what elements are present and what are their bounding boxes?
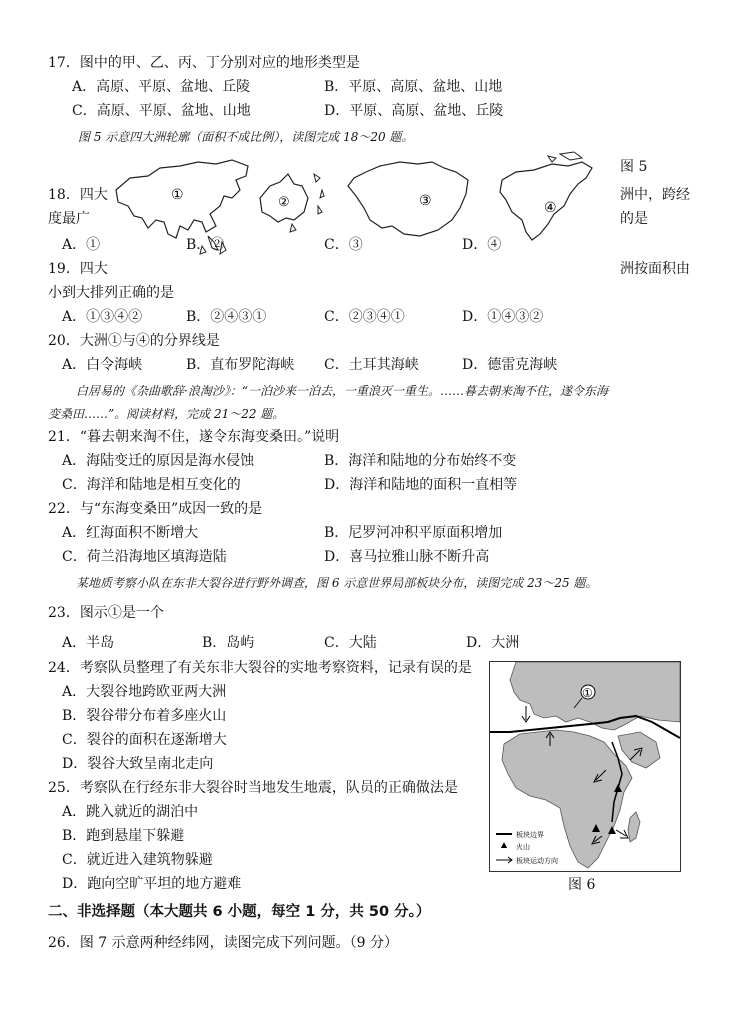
q23-option-c: C．大陆: [324, 635, 377, 651]
q25-option-b: B．跑到悬崖下躲避: [62, 828, 185, 844]
q25-stem: 25．考察队在行经东非大裂谷时当地发生地震，队员的正确做法是: [48, 780, 458, 796]
legend-volcano-icon: [501, 842, 507, 848]
q20-option-d: D．德雷克海峡: [462, 357, 558, 373]
legend-volcano: 火山: [516, 843, 530, 851]
continent-4-marker: ④: [544, 200, 557, 216]
figure-6-plate-map: [489, 661, 681, 872]
q25-option-d: D．跑向空旷平坦的地方避难: [62, 876, 242, 892]
q21-option-d: D．海洋和陆地的面积一直相等: [324, 477, 518, 493]
q17-option-a: A．高原、平原、盆地、丘陵: [72, 79, 251, 95]
q26-stem: 26．图 7 示意两种经纬网，读图完成下列问题。（9 分）: [48, 935, 398, 951]
q20-option-b: B．直布罗陀海峡: [186, 357, 295, 373]
q24-stem: 24．考察队员整理了有关东非大裂谷的实地考察资料，记录有误的是: [48, 660, 472, 676]
q18-option-a: A．①: [62, 237, 101, 253]
q17-option-b: B．平原、高原、盆地、山地: [324, 79, 503, 95]
q19-line2: 小到大排列正确的是: [48, 285, 174, 301]
q22-option-c: C．荷兰沿海地区填海造陆: [62, 549, 227, 565]
q25-option-c: C．就近进入建筑物躲避: [62, 852, 213, 868]
q20-stem: 20．大洲①与④的分界线是: [48, 333, 220, 349]
q25-option-a: A．跳入就近的湖泊中: [62, 804, 199, 820]
q17-option-c: C．高原、平原、盆地、山地: [72, 103, 251, 119]
q22-option-d: D．喜马拉雅山脉不断升高: [324, 549, 490, 565]
q18-line2-start: 度最广: [48, 211, 90, 227]
fig6-marker-1: ①: [582, 686, 593, 700]
q24-option-c: C．裂谷的面积在逐渐增大: [62, 732, 227, 748]
q20-option-c: C．土耳其海峡: [324, 357, 419, 373]
q20-option-a: A．白令海峡: [62, 357, 143, 373]
q23-option-a: A．半岛: [62, 635, 115, 651]
q23-option-b: B．岛屿: [202, 635, 255, 651]
q22-option-b: B．尼罗河冲积平原面积增加: [324, 525, 503, 541]
fig6-intro: 某地质考察小队在东非大裂谷进行野外调查，图 6 示意世界局部板块分布，读图完成 23～25 题。: [76, 576, 598, 590]
q18-option-b: B．②: [186, 237, 225, 253]
poem-intro-line2: 变桑田……”。阅读材料，完成 21～22 题。: [48, 407, 285, 421]
q18-option-c: C．③: [324, 237, 363, 253]
q22-stem: 22．与“东海变桑田”成因一致的是: [48, 501, 263, 517]
q19-option-c: C．②③④①: [324, 309, 405, 325]
poem-intro-line1: 白居易的《杂曲歌辞·浪淘沙》：“一泊沙来一泊去，一重浪灭一重生。……暮去朝来淘不住，遂令东海: [76, 384, 608, 398]
eurasia-land: [510, 662, 680, 730]
q21-option-b: B．海洋和陆地的分布始终不变: [324, 453, 517, 469]
continent-3-marker: ③: [419, 193, 432, 209]
fig5-caption: 图 5: [620, 159, 648, 175]
q18-stem-end: 洲中，跨经: [620, 187, 690, 203]
q17-stem: 17．图中的甲、乙、丙、丁分别对应的地形类型是: [48, 55, 360, 71]
q18-option-d: D．④: [462, 237, 502, 253]
q19-option-d: D．①④③②: [462, 309, 544, 325]
q23-stem: 23．图示①是一个: [48, 605, 164, 621]
fig6-legend: [496, 830, 558, 865]
continent-1-marker: ①: [171, 187, 184, 203]
q19-stem-start: 19．四大: [48, 261, 108, 277]
q18-line2-end: 的是: [620, 211, 648, 227]
q24-option-b: B．裂谷带分布着多座火山: [62, 708, 227, 724]
q21-option-a: A．海陆变迁的原因是海水侵蚀: [62, 453, 255, 469]
legend-plate-motion: 板块运动方向: [516, 857, 558, 865]
q21-option-c: C．海洋和陆地是相互变化的: [62, 477, 241, 493]
fig6-caption: 图 6: [568, 877, 596, 893]
continent-2-marker: ②: [278, 195, 290, 210]
q24-option-d: D．裂谷大致呈南北走向: [62, 756, 214, 772]
legend-arrow-icon: [496, 857, 512, 863]
q18-stem-start: 18．四大: [48, 187, 108, 203]
continent-3-outline: [348, 162, 468, 236]
q21-stem: 21．“暮去朝来淘不住，遂令东海变桑田。”说明: [48, 429, 340, 445]
q19-option-b: B．②④③①: [186, 309, 267, 325]
q24-option-a: A．大裂谷地跨欧亚两大洲: [62, 684, 227, 700]
legend-plate-boundary: 板块边界: [516, 831, 544, 839]
section-2-heading: 二、非选择题（本大题共 6 小题，每空 1 分，共 50 分。）: [48, 904, 431, 920]
q19-option-a: A．①③④②: [62, 309, 143, 325]
q17-option-d: D．平原、高原、盆地、丘陵: [324, 103, 504, 119]
q23-option-d: D．大洲: [466, 635, 520, 651]
fig5-intro: 图 5 示意四大洲轮廓（面积不成比例），读图完成 18～20 题。: [78, 130, 414, 144]
q22-option-a: A．红海面积不断增大: [62, 525, 199, 541]
q19-stem-end: 洲按面积由: [620, 261, 690, 277]
